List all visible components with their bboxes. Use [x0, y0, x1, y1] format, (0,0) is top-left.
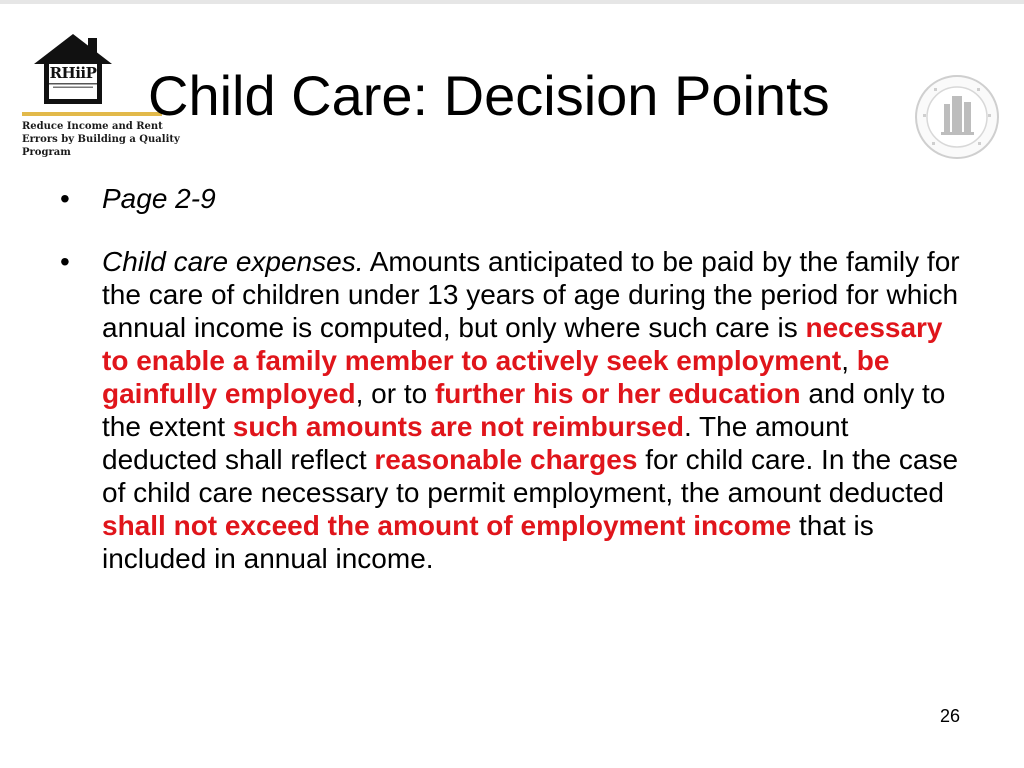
highlight-gainfully-employed: be gainfully employed [102, 345, 890, 409]
definition-text: , or to [355, 378, 435, 409]
top-rule [0, 0, 1024, 4]
highlight-not-reimbursed: such amounts are not reimbursed [232, 411, 684, 442]
highlight-further-education: further his or her education [434, 378, 801, 409]
hud-seal-icon [914, 74, 1000, 160]
bullet-page-ref [60, 182, 960, 215]
logo-fine-print-icon [45, 82, 101, 90]
definition-text: Amounts anticipated to be paid by the family for the care of children under 13 years of age during the period for which annual income is computed, but only where such care is [102, 246, 960, 343]
bullet-list [60, 182, 960, 605]
slide-title: Child Care: Decision Points [148, 64, 830, 127]
page-number: 26 [940, 706, 961, 726]
logo-gold-bar [22, 112, 162, 116]
bullet-child-care-expenses [60, 245, 960, 575]
bullet-marker: • [60, 183, 70, 214]
definition-text: and only to the extent [102, 378, 946, 442]
definition-term: Child care expenses. [102, 246, 364, 277]
definition-text: , [841, 345, 857, 376]
definition-text: that is included in annual income. [102, 510, 874, 574]
definition-text: for child care. In the case of child care necessary to permit employment, the amount deducted [102, 444, 959, 508]
bullet-marker: • [60, 246, 70, 277]
logo-tagline: Reduce Income and Rent Errors by Building a Quality Program [22, 121, 180, 158]
highlight-employment-income-limit: shall not exceed the amount of employment income [102, 510, 792, 541]
highlight-seek-employment: necessary to enable a family member to actively seek employment [102, 312, 943, 376]
logo-house-label: RHiiP [49, 64, 97, 82]
page-reference: Page 2-9 [102, 183, 216, 214]
definition-text: . The amount deducted shall reflect [102, 411, 849, 475]
highlight-reasonable-charges: reasonable charges [374, 444, 638, 475]
